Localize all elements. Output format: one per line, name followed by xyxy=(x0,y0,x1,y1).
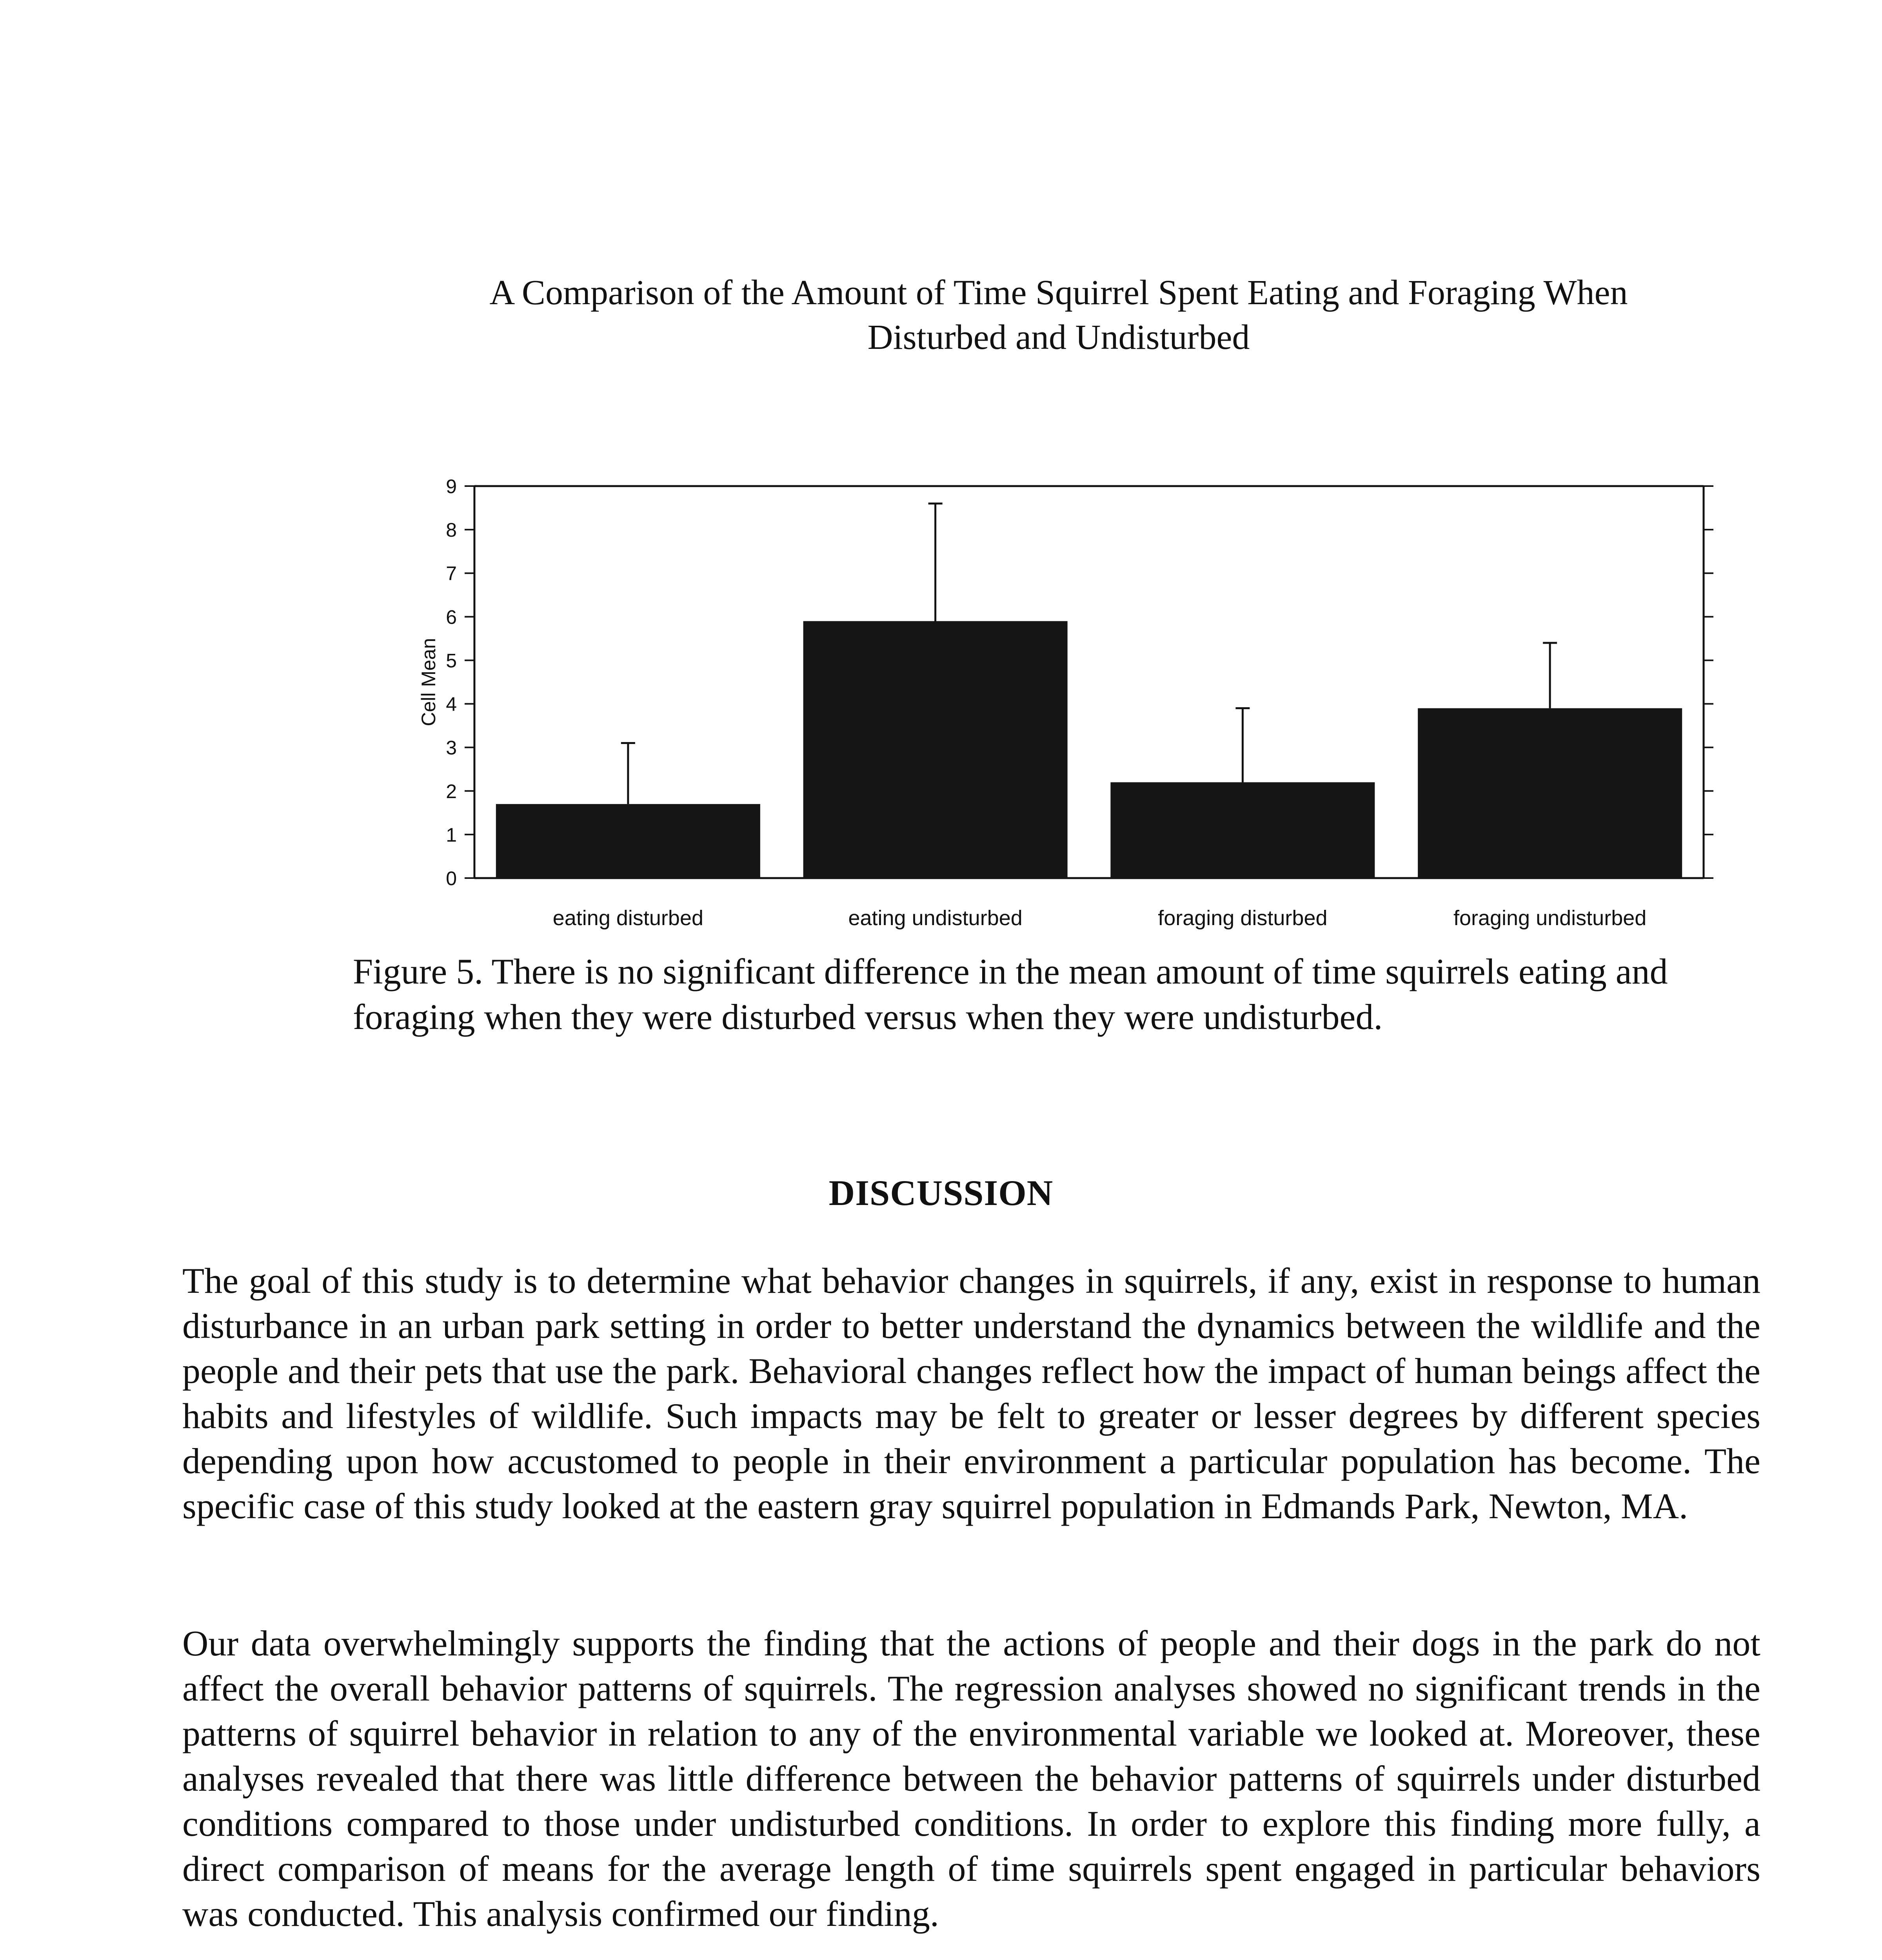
x-category-label: foraging disturbed xyxy=(1158,906,1328,930)
x-category-label: eating disturbed xyxy=(552,906,704,930)
y-tick-label: 9 xyxy=(446,475,457,497)
chart-title-line-1: A Comparison of the Amount of Time Squirrel Spent Eating and Foraging When xyxy=(489,273,1628,312)
paragraph: The goal of this study is to determine what behavior changes in squirrels, if any, exist in response to human disturbance in an urban park setting in order to better understand the dynamics between the wildlife and the people and their pets that use the park. Behavioral changes reflect how the impact of human beings affect the habits and lifestyles of wildlife. Such impacts may be felt to greater or lesser degrees by different species depending upon how accustomed to people in their environment a particular population has become. The specific case of this study looked at the eastern gray squirrel population in Edmands Park, Newton, MA. xyxy=(182,1261,1760,1526)
y-tick-label: 8 xyxy=(446,519,457,541)
x-category-label: eating undisturbed xyxy=(848,906,1023,930)
y-tick-label: 1 xyxy=(446,824,457,846)
y-tick-label: 6 xyxy=(446,606,457,628)
y-tick-label: 4 xyxy=(446,693,457,715)
y-tick-label: 3 xyxy=(446,737,457,759)
paragraph: Our data overwhelmingly supports the finding that the actions of people and their dogs in the park do not affect the overall behavior patterns of squirrels. The regression analyses showed no significant trends in the patterns of squirrel behavior in relation to any of the environmental variable we looked at. Moreover, these analyses revealed that there was little difference between the behavior patterns of squirrels under disturbed conditions compared to those under undisturbed conditions. In order to explore this finding more fully, a direct comparison of means for the average length of time squirrels spent engaged in particular behaviors was conducted. This analysis confirmed our finding. xyxy=(182,1623,1760,1934)
bar xyxy=(1110,782,1375,878)
bar xyxy=(1418,708,1682,878)
y-tick-label: 7 xyxy=(446,563,457,585)
chart-bars xyxy=(496,503,1682,930)
section-heading: DISCUSSION xyxy=(828,1173,1054,1213)
figure-caption: Figure 5. There is no significant difference in the mean amount of time squirrels eating and foraging when they were disturbed versus when they were undisturbed. xyxy=(353,951,1668,1037)
y-tick-label: 2 xyxy=(446,780,457,802)
chart-title-line-2: Disturbed and Undisturbed xyxy=(867,318,1250,357)
y-axis-label: Cell Mean xyxy=(418,638,440,726)
y-tick-label: 5 xyxy=(446,650,457,672)
bar xyxy=(496,804,760,878)
bar xyxy=(803,621,1068,878)
bar-chart xyxy=(0,0,1882,949)
y-tick-label: 0 xyxy=(446,867,457,889)
x-category-label: foraging undisturbed xyxy=(1453,906,1647,930)
